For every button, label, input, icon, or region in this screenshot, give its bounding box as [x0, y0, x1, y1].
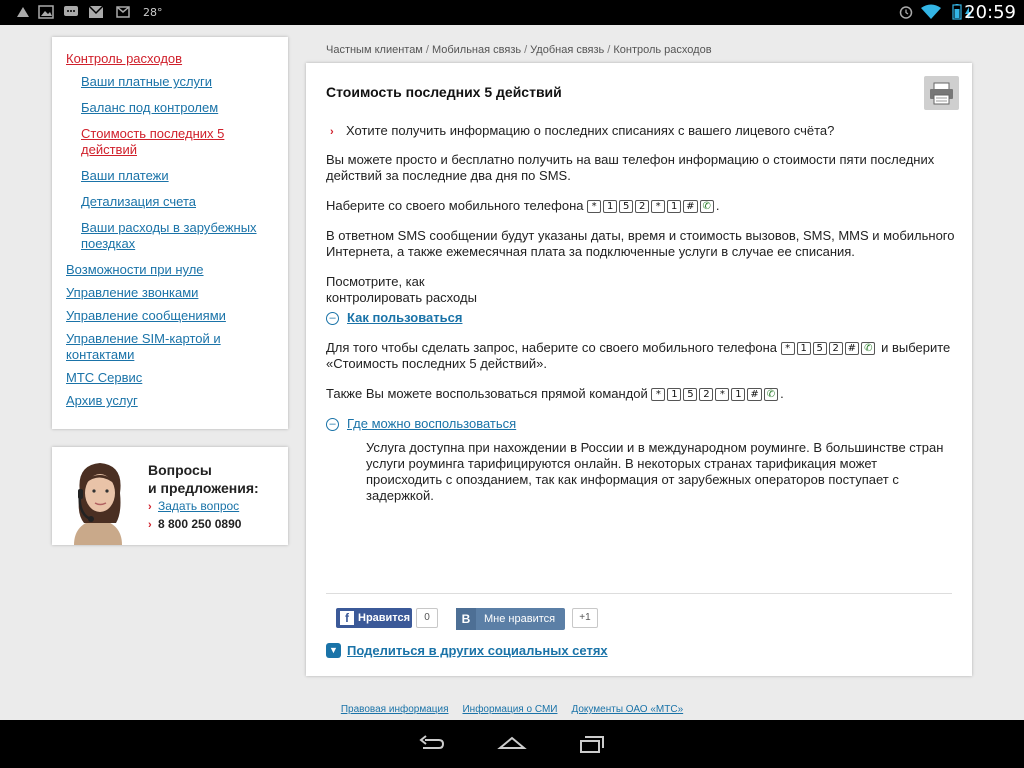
chevron-down-icon: ▼ — [326, 643, 341, 658]
dial-key: 1 — [667, 388, 681, 401]
chat-icon — [63, 5, 79, 19]
direct-command-paragraph: Также Вы можете воспользоваться прямой командой * 1 5 2 * 1 # ✆ . — [326, 386, 784, 401]
page-title: Стоимость последних 5 действий — [326, 84, 562, 100]
dial-key: * — [715, 388, 729, 401]
dial-paragraph: Наберите со своего мобильного телефона * 1 5 2 * 1 # ✆ . — [326, 198, 720, 213]
sidebar-item[interactable]: Ваши расходы в зарубежных поездках — [81, 220, 257, 251]
dial-key: * — [781, 342, 795, 355]
sidebar-item[interactable]: Стоимость последних 5 действий — [81, 126, 225, 157]
dial-key: 1 — [603, 200, 617, 213]
share-other-networks[interactable] — [326, 643, 608, 658]
printer-icon — [924, 76, 959, 110]
sidebar-item[interactable]: Контроль расходов — [66, 51, 183, 66]
questions-title: Вопросы и предложения: — [148, 462, 259, 496]
dial-key: # — [747, 388, 761, 401]
email-icon — [115, 5, 131, 19]
sidebar-item[interactable]: Управление сообщениями — [66, 308, 226, 323]
vk-icon: В — [456, 608, 476, 630]
navigation-bar — [0, 720, 1024, 768]
support-phone: › 8 800 250 0890 — [148, 517, 242, 531]
arrow-right-icon: › — [330, 126, 334, 138]
ussd-code-2 — [781, 340, 878, 355]
dial-key: 1 — [731, 388, 745, 401]
dial-key: 2 — [829, 342, 843, 355]
breadcrumb-separator: / — [607, 44, 611, 56]
recent-apps-icon[interactable] — [577, 732, 607, 756]
dial-key: 5 — [813, 342, 827, 355]
dial-key: * — [651, 388, 665, 401]
dial-key: * — [587, 200, 601, 213]
dial-key: 5 — [683, 388, 697, 401]
sidebar-item[interactable]: Управление звонками — [66, 285, 199, 300]
ussd-code-1 — [587, 198, 716, 213]
sidebar-item[interactable]: Детализация счета — [81, 194, 197, 209]
article-body — [326, 123, 956, 518]
dial-key: 2 — [635, 200, 649, 213]
footer-link[interactable]: Документы ОАО «МТС» — [571, 704, 684, 715]
breadcrumb-item[interactable]: Удобная связь — [530, 44, 605, 56]
dial-key: # — [683, 200, 697, 213]
home-icon[interactable] — [497, 732, 527, 756]
support-operator-image — [60, 453, 136, 545]
questions-card — [52, 447, 288, 545]
ask-question-link[interactable]: Задать вопрос — [158, 499, 240, 513]
lead-question: › Хотите получить информацию о последних списаниях с вашего лицевого счёта? — [330, 123, 835, 138]
clock: 20:59 — [964, 2, 1016, 23]
roaming-paragraph: Услуга доступна при нахождении в России и в международном роуминге. В большинстве стран услуги роуминга тарифицируются онлайн. В некоторых странах тарификация может происходить с опозданием, так как информация от зарубежных операторов поступает с задержкой. — [366, 440, 944, 503]
collapse-icon: – — [326, 418, 339, 431]
temperature: 28° — [143, 6, 163, 19]
how-to-use-toggle[interactable] — [326, 310, 956, 326]
where-to-use-link[interactable]: Где можно воспользоваться — [347, 416, 517, 431]
ussd-code-3 — [651, 386, 780, 401]
sidebar-item[interactable]: Управление SIM-картой и контактами — [66, 331, 221, 362]
sidebar-item[interactable]: МТС Сервис — [66, 370, 143, 385]
web-page — [0, 25, 1024, 720]
dial-key: * — [651, 200, 665, 213]
footer — [0, 704, 1024, 715]
dial-key: 1 — [667, 200, 681, 213]
call-key-icon: ✆ — [700, 200, 714, 213]
facebook-icon: f — [340, 611, 354, 625]
gallery-icon — [38, 5, 54, 19]
notification-icon — [15, 5, 31, 19]
video-link-text: Посмотрите, как контролировать расходы — [326, 274, 477, 305]
facebook-like-count: 0 — [416, 608, 438, 628]
intro-paragraph: Вы можете просто и бесплатно получить на ваш телефон информацию о стоимости пяти последних действий за последние два дня по SMS. — [326, 152, 935, 183]
sidebar-item[interactable]: Архив услуг — [66, 393, 138, 408]
call-key-icon: ✆ — [861, 342, 875, 355]
alarm-icon — [898, 5, 914, 19]
sidebar-item[interactable]: Ваши платные услуги — [81, 74, 213, 89]
sidebar-item[interactable]: Баланс под контролем — [81, 100, 219, 115]
sidebar-item[interactable]: Возможности при нуле — [66, 262, 204, 277]
wifi-icon — [920, 4, 942, 20]
breadcrumb-item[interactable]: Частным клиентам — [326, 44, 423, 56]
arrow-right-icon: › — [148, 519, 152, 531]
vk-like-button[interactable]: В Мне нравится — [456, 608, 565, 630]
back-icon[interactable] — [417, 732, 447, 756]
sms-paragraph: В ответном SMS сообщении будут указаны даты, время и стоимость вызовов, SMS, MMS и мобильного Интернета, а также ежемесячная плата за подключенные услуги в случае ее списания. — [326, 228, 955, 259]
breadcrumb-separator: / — [524, 44, 528, 56]
print-button[interactable] — [924, 76, 959, 110]
share-link[interactable]: Поделиться в других социальных сетях — [347, 643, 608, 658]
breadcrumb — [326, 44, 712, 56]
dial-key: # — [845, 342, 859, 355]
how-to-use-link[interactable]: Как пользоваться — [347, 310, 463, 325]
call-key-icon: ✆ — [764, 388, 778, 401]
footer-link[interactable]: Информация о СМИ — [462, 704, 558, 715]
gmail-icon — [88, 5, 104, 19]
main-content — [306, 63, 972, 676]
breadcrumb-separator: / — [425, 44, 429, 56]
vk-like-count: +1 — [572, 608, 598, 628]
dial-key: 1 — [797, 342, 811, 355]
facebook-like-button[interactable]: f Нравится — [336, 608, 412, 628]
status-bar — [0, 0, 1024, 25]
footer-link[interactable]: Правовая информация — [340, 704, 449, 715]
collapse-icon: – — [326, 312, 339, 325]
sidebar-menu — [52, 37, 288, 429]
dial-key: 2 — [699, 388, 713, 401]
ask-question — [148, 499, 239, 513]
divider — [326, 593, 952, 594]
arrow-right-icon: › — [148, 501, 152, 513]
where-to-use-toggle[interactable] — [326, 416, 956, 432]
breadcrumb-item[interactable]: Мобильная связь — [431, 44, 522, 56]
breadcrumb-item[interactable]: Контроль расходов — [613, 44, 712, 56]
request-paragraph: Для того чтобы сделать запрос, наберите со своего мобильного телефона * 1 5 2 # ✆ и выберите «Стоимость последних 5 действий». — [326, 340, 951, 371]
dial-key: 5 — [619, 200, 633, 213]
sidebar-item[interactable]: Ваши платежи — [81, 168, 169, 183]
